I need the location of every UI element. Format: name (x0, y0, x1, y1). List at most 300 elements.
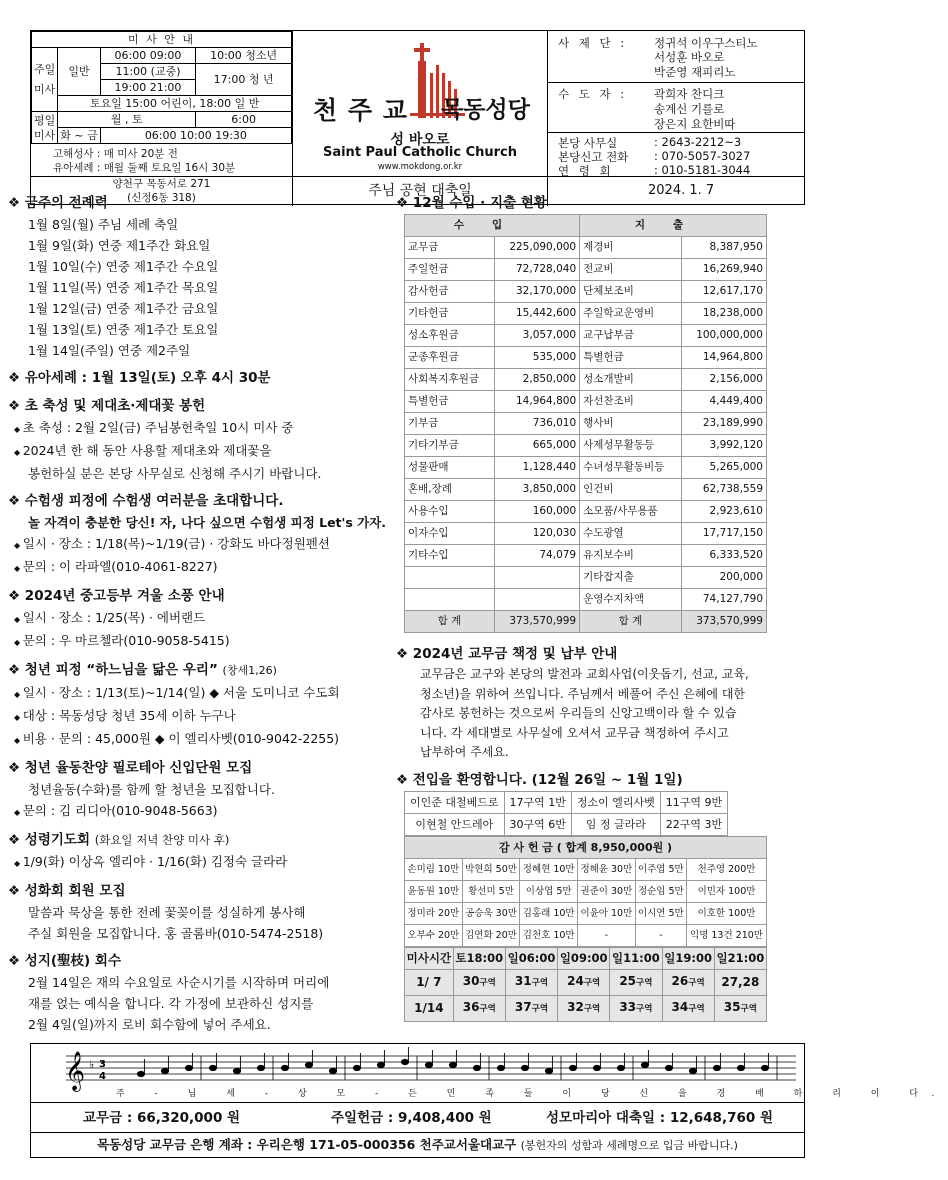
income-item: 기타수입 (405, 545, 495, 567)
move-in-title: ❖ 전입을 환영합니다. (12월 26일 ~ 1월 1일) (396, 771, 683, 788)
finance-row (405, 567, 767, 589)
expense-total-label: 합 계 (580, 611, 682, 633)
lector-row (405, 969, 767, 995)
religious-3: 장은지 요한비따 (654, 117, 736, 131)
bulletin-page (30, 30, 805, 205)
income-header: 수입 (405, 215, 580, 237)
income-amount: 14,964,800 (494, 391, 579, 413)
move-in-name: 임 정 글라라 (571, 813, 660, 835)
tithe-line: 청소년)을 위하여 쓰입니다. 주님께서 베풀어 주신 은혜에 대한 (420, 686, 745, 701)
youth-retreat-title: ❖ 청년 피정 “하느님을 닮은 우리” (8, 662, 218, 678)
youth-retreat-line: ◆ 일시 · 장소 : 1/13(토)~1/14(일) ◆ 서울 도미니코 수도회 (8, 682, 393, 705)
income-item (405, 589, 495, 611)
income-total-value: 373,570,999 (494, 611, 579, 633)
lector-unit: 구역 (531, 1003, 549, 1014)
liturgy-item: 1월 13일(토) 연중 제1주간 토요일 (28, 322, 219, 337)
expense-amount: 8,387,950 (681, 237, 766, 259)
expense-item: 유지보수비 (580, 545, 682, 567)
expense-item: 행사비 (580, 413, 682, 435)
lector-district: 24 (567, 973, 584, 988)
expense-amount: 200,000 (681, 567, 766, 589)
liturgy-item: 1월 9일(화) 연중 제1주간 화요일 (28, 238, 211, 253)
header-box (30, 30, 805, 205)
bank-account (30, 1133, 805, 1158)
thanks-cell: 이윤아 10만 (578, 902, 636, 924)
lector-cell (453, 969, 505, 995)
staff-directory (548, 31, 804, 176)
lector-district: 26 (671, 973, 689, 988)
income-amount: 3,850,000 (494, 479, 579, 501)
mass-time-2: 11:00 (교중) (100, 64, 196, 80)
liturgy-item: 1월 10일(수) 연중 제1주간 수요일 (28, 259, 219, 274)
expense-item: 소모품/사무용품 (580, 501, 682, 523)
patron-saint: 성 바오로 (390, 132, 450, 148)
expense-item: 수녀성무활동비등 (580, 457, 682, 479)
lector-unit: 구역 (636, 1003, 653, 1014)
thanks-cell: - (635, 924, 686, 946)
income-amount: 160,000 (494, 501, 579, 523)
priest-3: 박준영 재피리노 (654, 65, 736, 79)
expense-amount: 17,717,150 (681, 523, 766, 545)
flower-text: 주실 회원을 모집합니다. 홍 골롬바(010-5474-2518) (28, 926, 324, 941)
move-in-district: 22구역 3반 (660, 813, 727, 835)
priests-label: 사 제 단 : (558, 36, 628, 50)
lector-district: 31 (514, 973, 532, 988)
thanks-cell: 이민자 100만 (687, 880, 767, 902)
finance-row (405, 435, 767, 457)
thanks-cell: 이주엽 5만 (635, 858, 686, 880)
music-staff-icon (31, 1048, 803, 1091)
liturgy-title: ❖ 금주의 전례력 (8, 195, 108, 211)
music-lyrics: 주 - 님 세 - 상 모 - 든 민 족 들 이 당 신 을 경 배 하 리 이 다. (116, 1089, 948, 1099)
income-amount: 72,728,040 (494, 259, 579, 281)
flower-text: 말씀과 묵상을 통한 전례 꽃꽂이를 성실하게 봉사해 (28, 905, 306, 920)
lector-district: 35 (723, 999, 741, 1014)
sunday-label: 주일 (34, 62, 56, 76)
svg-text:♭: ♭ (89, 1058, 95, 1071)
income-amount: 665,000 (494, 435, 579, 457)
general-label: 일반 (58, 48, 100, 96)
lector-cell (662, 995, 714, 1021)
expense-amount: 18,238,000 (681, 303, 766, 325)
income-amount: 32,170,000 (494, 281, 579, 303)
sacrament-notes (31, 147, 292, 175)
finance-row (405, 325, 767, 347)
report-phone: : 070-5057-3027 (654, 149, 751, 163)
bank-account-note: (봉헌자의 성함과 세례명으로 입금 바랍니다.) (520, 1139, 738, 1152)
lector-unit: 구역 (688, 1003, 705, 1014)
candle-line: 봉헌하실 분은 본당 사무실로 신청해 주시기 바랍니다. (28, 466, 322, 481)
thanks-cell: 이상엽 5만 (520, 880, 578, 902)
finance-row (405, 237, 767, 259)
income-item: 사용수입 (405, 501, 495, 523)
lector-schedule-table (404, 947, 767, 1022)
move-in-name: 이인준 대철베드로 (405, 791, 505, 813)
thanks-cell: 이시연 5만 (635, 902, 686, 924)
thanks-cell: 박현희 50만 (462, 858, 520, 880)
tithe-line: 감사로 봉헌하는 것으로써 우리들의 신앙고백이라 할 수 있습 (420, 706, 737, 720)
lector-date: 1/14 (405, 995, 454, 1021)
youth-retreat-line: ◆ 대상 : 목동성당 청년 35세 이하 누구나 (8, 705, 393, 728)
mass-title: 미 사 안 내 (32, 32, 292, 48)
lector-unit: 구역 (479, 977, 496, 988)
expense-amount: 3,992,120 (681, 435, 766, 457)
youth-retreat-line: ◆ 비용 · 문의 : 45,000원 ◆ 이 엘리사벳(010-9042-2255) (8, 728, 393, 751)
lector-header-cell: 미사시간 (405, 947, 454, 969)
address-line-1: 양천구 목동서로 271 (112, 178, 211, 190)
lector-district: 27,28 (721, 974, 760, 989)
liturgy-list (8, 214, 393, 361)
offering-totals (30, 1103, 805, 1133)
thanks-cell: 정미라 20만 (405, 902, 463, 924)
thanks-row (405, 880, 767, 902)
expense-item: 특별헌금 (580, 347, 682, 369)
prayer-desc: (화요일 저녁 찬양 미사 후) (94, 833, 230, 847)
expense-amount: 2,923,610 (681, 501, 766, 523)
lector-unit: 구역 (583, 977, 601, 988)
mass-schedule-table (31, 31, 292, 144)
finance-row (405, 303, 767, 325)
lector-header-cell: 일11:00 (610, 947, 662, 969)
thanks-offering-table (404, 836, 767, 947)
income-item: 기타기부금 (405, 435, 495, 457)
expense-amount: 14,964,800 (681, 347, 766, 369)
thanks-cell: 이호한 100만 (687, 902, 767, 924)
move-in-name: 정소이 엘리사벳 (571, 791, 660, 813)
confession-note: 고해성사 : 매 미사 20분 전 (53, 148, 178, 160)
sunday-mass-label: 미사 (34, 82, 56, 96)
weekday-mass-label: 미사 (34, 128, 56, 142)
palm-title: ❖ 성지(聖枝) 회수 (8, 953, 122, 969)
svg-text:𝄞: 𝄞 (65, 1051, 86, 1091)
mary-feast-label: 성모마리아 대축일 : (546, 1110, 666, 1126)
lector-cell (662, 969, 714, 995)
thanks-cell: 천주영 200만 (687, 858, 767, 880)
finance-row (405, 391, 767, 413)
thanks-cell: 공승욱 30만 (462, 902, 520, 924)
liturgy-section (8, 192, 393, 361)
income-amount: 74,079 (494, 545, 579, 567)
expense-total-value: 373,570,999 (681, 611, 766, 633)
choir-subtitle: 청년율동(수화)를 함께 할 청년을 모집합니다. (28, 782, 275, 797)
saturday-mass: 토요일 15:00 어린이, 18:00 일 반 (58, 96, 292, 112)
finance-row (405, 589, 767, 611)
exam-retreat-title: ❖ 수험생 피정에 수험생 여러분을 초대합니다. (8, 493, 284, 509)
lector-district: 37 (514, 999, 532, 1014)
palm-text: 2월 14일은 재의 수요일로 사순시기를 시작하며 머리에 (28, 975, 330, 990)
expense-item: 사제성무활동등 (580, 435, 682, 457)
choir-line: ◆ 문의 : 김 리디아(010-9048-5663) (8, 800, 393, 823)
candle-title: ❖ 초 축성 및 제대초·제대꽃 봉헌 (8, 398, 206, 414)
exam-retreat-section (8, 490, 393, 579)
thanks-cell: 정혜윤 30만 (578, 858, 636, 880)
move-in-district: 30구역 6반 (504, 813, 571, 835)
lector-header-row (405, 947, 767, 969)
finance-row (405, 545, 767, 567)
lector-header-cell: 일19:00 (662, 947, 714, 969)
lector-district: 34 (671, 999, 689, 1014)
thanks-cell: 김연화 20만 (462, 924, 520, 946)
church-english-name: Saint Paul Catholic Church (322, 145, 518, 160)
thanks-cell: 김홍래 10만 (520, 902, 578, 924)
lector-district: 25 (619, 973, 637, 988)
church-name-catholic: 천 주 교 (313, 96, 408, 125)
mass-youth: 10:00 청소년 (196, 48, 292, 64)
income-item: 교무금 (405, 237, 495, 259)
candle-line: ◆ 초 축성 : 2월 2일(금) 주님봉헌축일 10시 미사 중 (8, 417, 393, 440)
liturgy-item: 1월 14일(주일) 연중 제2주일 (28, 343, 191, 358)
youth-retreat-section (8, 659, 393, 751)
lector-cell (610, 969, 662, 995)
thanks-cell: 익명 13건 210만 (687, 924, 767, 946)
exam-retreat-line: ◆ 일시 · 장소 : 1/18(목)~1/19(금) · 강화도 바다정원펜션 (8, 533, 393, 556)
income-amount: 1,128,440 (494, 457, 579, 479)
tithe-title: ❖ 2024년 교무금 책정 및 납부 안내 (396, 646, 618, 662)
lector-district: 32 (567, 999, 584, 1014)
music-score (30, 1043, 948, 1103)
sunday-total-label: 주일헌금 : (331, 1110, 394, 1126)
priest-1: 정귀석 이우구스티노 (654, 36, 758, 50)
move-in-row (405, 791, 728, 813)
priest-2: 서성훈 바오로 (654, 50, 725, 64)
income-item: 기타헌금 (405, 303, 495, 325)
expense-item: 인건비 (580, 479, 682, 501)
candle-section (8, 395, 393, 484)
right-column (396, 192, 776, 1022)
finance-row (405, 281, 767, 303)
lector-unit: 구역 (636, 977, 653, 988)
office-label: 본당 사무실 (558, 136, 618, 150)
weekday-time-2: 06:00 10:00 19:30 (100, 128, 291, 144)
lector-cell (505, 995, 557, 1021)
lector-header-cell: 토18:00 (453, 947, 505, 969)
finance-row (405, 413, 767, 435)
bulletin-date: 2024. 1. 7 (648, 183, 715, 198)
income-amount: 2,850,000 (494, 369, 579, 391)
thanks-cell: - (578, 924, 636, 946)
mass-time-3: 19:00 21:00 (100, 80, 196, 96)
thanks-cell: 정순임 5만 (635, 880, 686, 902)
address-line-2: (신정6동 318) (127, 192, 196, 204)
youth-retreat-ref: (창세1,26) (222, 664, 277, 677)
sunday-total-value: 9,408,400 원 (397, 1110, 492, 1126)
thanks-cell: 권준이 30만 (578, 880, 636, 902)
thanks-row (405, 924, 767, 946)
expense-amount: 23,189,990 (681, 413, 766, 435)
expense-amount: 5,265,000 (681, 457, 766, 479)
finance-row (405, 523, 767, 545)
thanks-row (405, 858, 767, 880)
exam-retreat-line: ◆ 문의 : 이 라파엘(010-4061-8227) (8, 556, 393, 579)
lector-row (405, 995, 767, 1021)
expense-amount: 6,333,520 (681, 545, 766, 567)
finance-row (405, 369, 767, 391)
tithe-line: 교무금은 교구와 본당의 발전과 교회사업(이웃돕기, 선교, 교육, (420, 667, 749, 681)
finance-row (405, 259, 767, 281)
expense-item: 운영수지차액 (580, 589, 682, 611)
mass-young-adult: 17:00 청 년 (196, 64, 292, 96)
choir-title: ❖ 청년 율동찬양 필로테아 신입단원 모집 (8, 760, 253, 776)
expense-item: 기타잡지출 (580, 567, 682, 589)
lector-cell (505, 969, 557, 995)
lector-district: 33 (619, 999, 637, 1014)
income-amount: 736,010 (494, 413, 579, 435)
tithe-total-label: 교무금 : (83, 1110, 133, 1126)
income-item: 이자수입 (405, 523, 495, 545)
thanks-cell: 오부수 20만 (405, 924, 463, 946)
thanks-offering-title: 감 사 헌 금 ( 합계 8,950,000원 ) (405, 836, 767, 858)
church-name-mokdong: 목동성당 (441, 97, 530, 123)
income-item: 혼배,장례 (405, 479, 495, 501)
income-amount: 15,442,600 (494, 303, 579, 325)
religious-1: 곽희자 찬디크 (654, 87, 725, 101)
lector-header-cell: 일09:00 (558, 947, 610, 969)
income-item (405, 567, 495, 589)
thanks-cell: 윤동원 10만 (405, 880, 463, 902)
income-item: 사회복지후원금 (405, 369, 495, 391)
expense-item: 주일학교운영비 (580, 303, 682, 325)
expense-amount: 62,738,559 (681, 479, 766, 501)
finance-title: ❖ 12월 수입 · 지출 현황 (396, 195, 547, 211)
winter-picnic-section (8, 585, 393, 653)
expense-header: 지출 (580, 215, 767, 237)
weekday-time-1: 6:00 (196, 112, 292, 128)
expense-amount: 100,000,000 (681, 325, 766, 347)
lector-cell (453, 995, 505, 1021)
weekday-days-2: 화 ~ 금 (58, 128, 100, 144)
income-item: 주일헌금 (405, 259, 495, 281)
religious-label: 수 도 자 : (558, 87, 628, 101)
svg-text:3: 3 (99, 1059, 106, 1070)
expense-item: 제경비 (580, 237, 682, 259)
infant-baptism-title: ❖ 유아세례 : 1월 13일(토) 오후 4시 30분 (8, 370, 271, 386)
tithe-text (396, 665, 776, 763)
move-in-district: 11구역 9반 (660, 791, 727, 813)
move-in-row (405, 813, 728, 835)
finance-row (405, 501, 767, 523)
income-item: 감사헌금 (405, 281, 495, 303)
expense-amount: 12,617,170 (681, 281, 766, 303)
palm-text: 재를 얹는 예식을 합니다. 각 가정에 보관하신 성지를 (28, 996, 314, 1011)
expense-item: 단체보조비 (580, 281, 682, 303)
bank-account-text: 목동성당 교무금 은행 계좌 : 우리은행 171-05-000356 천주교서울대교구 (97, 1137, 517, 1152)
feast-title: 주님 공현 대축일 (293, 176, 548, 206)
expense-amount: 2,156,000 (681, 369, 766, 391)
income-item: 성소후원금 (405, 325, 495, 347)
weekday-label: 평일 (34, 113, 56, 127)
mass-schedule (31, 31, 293, 176)
lector-header-cell: 일06:00 (505, 947, 557, 969)
thanks-cell: 황선미 5만 (462, 880, 520, 902)
lector-cell (714, 995, 766, 1021)
lector-cell (714, 969, 766, 995)
expense-item: 자선찬조비 (580, 391, 682, 413)
mass-time-1: 06:00 09:00 (100, 48, 196, 64)
finance-table (404, 214, 767, 633)
exam-retreat-subtitle: 놀 자격이 충분한 당신! 자, 나다 싶으면 수험생 피정 Let's 가자. (28, 515, 387, 530)
lector-date: 1/ 7 (405, 969, 454, 995)
liturgy-item: 1월 11일(목) 연중 제1주간 목요일 (28, 280, 219, 295)
winter-picnic-line: ◆ 문의 : 우 마르첼라(010-9058-5415) (8, 630, 393, 653)
finance-total-row (405, 611, 767, 633)
move-in-name: 이현철 안드레아 (405, 813, 505, 835)
funeral-phone: : 010-5181-3044 (654, 163, 751, 177)
income-amount: 120,030 (494, 523, 579, 545)
income-amount: 535,000 (494, 347, 579, 369)
palm-text: 2월 4일(일)까지 로비 회수함에 넣어 주세요. (28, 1017, 271, 1032)
income-amount: 3,057,000 (494, 325, 579, 347)
mary-feast-value: 12,648,760 원 (669, 1110, 773, 1126)
thanks-cell: 김천호 10만 (520, 924, 578, 946)
thanks-cell: 손미림 10만 (405, 858, 463, 880)
lector-cell (558, 969, 610, 995)
infant-baptism-note: 유아세례 : 매월 둘째 토요일 16시 30분 (53, 162, 236, 174)
tithe-line: 니다. 각 세대별로 사무실에 오셔서 교무금 책정하여 주시고 (420, 725, 729, 740)
prayer-line: ◆ 1/9(화) 이상옥 엘리야 · 1/16(화) 김정숙 글라라 (8, 851, 393, 874)
expense-amount: 74,127,790 (681, 589, 766, 611)
candle-line: ◆ 2024년 한 해 동안 사용할 제대초와 제대꽃을 (8, 440, 393, 463)
lector-cell (558, 995, 610, 1021)
move-in-district: 17구역 1반 (504, 791, 571, 813)
liturgy-item: 1월 8일(월) 주님 세례 축일 (28, 217, 179, 232)
choir-section (8, 757, 393, 823)
move-in-table (404, 791, 728, 836)
lector-unit: 구역 (479, 1003, 496, 1014)
income-amount: 225,090,000 (494, 237, 579, 259)
income-item: 군종후원금 (405, 347, 495, 369)
income-item: 기부금 (405, 413, 495, 435)
income-item: 성물판매 (405, 457, 495, 479)
liturgy-item: 1월 12일(금) 연중 제1주간 금요일 (28, 301, 219, 316)
income-total-label: 합 계 (405, 611, 495, 633)
lector-district: 36 (462, 999, 480, 1014)
winter-picnic-title: ❖ 2024년 중고등부 겨울 소풍 안내 (8, 588, 225, 604)
lector-unit: 구역 (688, 977, 705, 988)
expense-item: 교구납부금 (580, 325, 682, 347)
flower-title: ❖ 성화회 회원 모집 (8, 883, 126, 899)
tithe-line: 납부하여 주세요. (420, 745, 509, 759)
finance-row (405, 457, 767, 479)
church-website: www.mokdong.or.kr (377, 162, 463, 172)
finance-row (405, 479, 767, 501)
expense-item: 전교비 (580, 259, 682, 281)
income-item: 특별헌금 (405, 391, 495, 413)
report-label: 본당신고 전화 (558, 150, 629, 164)
weekday-days-1: 월 , 토 (58, 112, 196, 128)
income-amount (494, 589, 579, 611)
lector-header-cell: 일21:00 (714, 947, 766, 969)
thanks-cell: 정혜현 10만 (520, 858, 578, 880)
prayer-title: ❖ 성령기도회 (8, 832, 91, 848)
expense-amount: 16,269,940 (681, 259, 766, 281)
income-amount (494, 567, 579, 589)
flower-section (8, 880, 393, 944)
lector-unit: 구역 (583, 1003, 601, 1014)
left-column (8, 192, 393, 1041)
expense-item: 수도광열 (580, 523, 682, 545)
svg-text:4: 4 (99, 1071, 106, 1082)
funeral-label: 연 령 회 (558, 164, 614, 178)
religious-2: 송계신 기를로 (654, 102, 725, 116)
palm-section (8, 950, 393, 1035)
expense-item: 성소개발비 (580, 369, 682, 391)
finance-row (405, 347, 767, 369)
lector-district: 30 (462, 973, 480, 988)
prayer-section (8, 829, 393, 874)
office-phone: : 2643-2212~3 (654, 135, 742, 149)
lector-unit: 구역 (740, 1003, 757, 1014)
expense-amount: 4,449,400 (681, 391, 766, 413)
